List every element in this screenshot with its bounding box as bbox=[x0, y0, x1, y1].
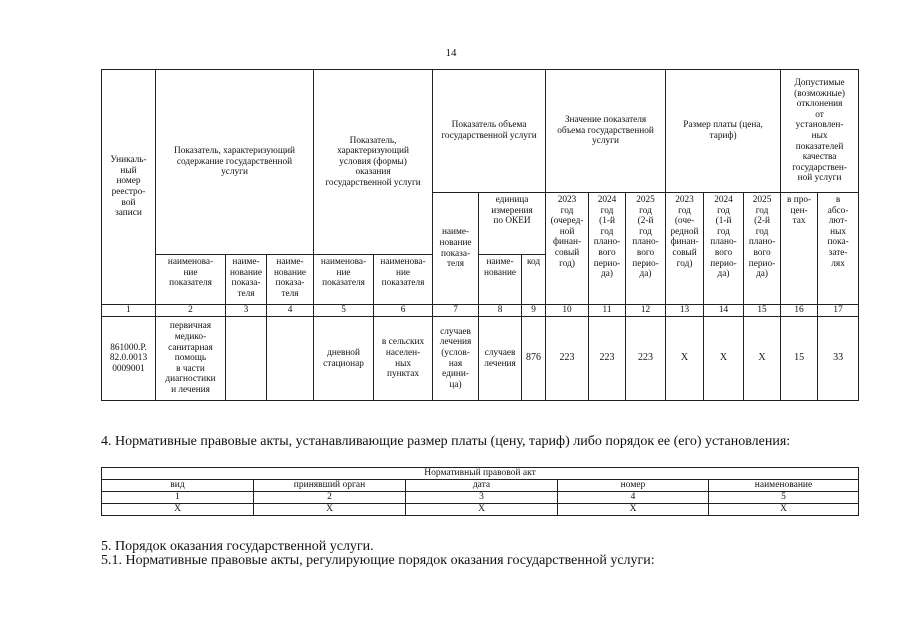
act-header-name: наименование bbox=[709, 480, 859, 492]
column-number: 10 bbox=[546, 305, 589, 317]
act-header-date: дата bbox=[406, 480, 558, 492]
unit-name-cell: случаев лечения bbox=[479, 317, 522, 401]
act-cell: Х bbox=[709, 504, 859, 516]
act-header-type: вид bbox=[102, 480, 254, 492]
act-header-number: номер bbox=[558, 480, 709, 492]
header-content-sub-2: наиме- нование показа- теля bbox=[226, 255, 267, 305]
header-volume-indicator: Показатель объема государственной услуги bbox=[433, 70, 546, 193]
header-fee-2023: 2023 год (оче- редной финан- совый год) bbox=[666, 193, 704, 305]
column-numbers-row bbox=[102, 305, 859, 317]
header-unit-code: код bbox=[522, 255, 546, 305]
empty-cell bbox=[226, 317, 267, 401]
volume-2023-cell: 223 bbox=[546, 317, 589, 401]
header-volume-2024: 2024 год (1-й год плано- вого перио- да) bbox=[589, 193, 626, 305]
header-volume-indicator-name: наиме- нование показа- теля bbox=[433, 193, 479, 305]
column-number: 12 bbox=[626, 305, 666, 317]
header-unit-name: наиме- нование bbox=[479, 255, 522, 305]
column-number: 13 bbox=[666, 305, 704, 317]
service-volume-table bbox=[101, 69, 859, 401]
header-deviation-percent: в про- цен- тах bbox=[781, 193, 818, 305]
table-row bbox=[102, 504, 859, 516]
header-volume-2025: 2025 год (2-й год плано- вого перио- да) bbox=[626, 193, 666, 305]
fee-2024-cell: Х bbox=[704, 317, 744, 401]
header-content-sub-1: наименова- ние показателя bbox=[156, 255, 226, 305]
content-indicator-cell: первичная медико- санитарная помощь в части диагностики и лечения bbox=[156, 317, 226, 401]
column-number: 4 bbox=[558, 492, 709, 504]
table-row bbox=[102, 317, 859, 401]
header-fee-2025: 2025 год (2-й год плано- вого перио- да) bbox=[744, 193, 781, 305]
legal-acts-table bbox=[101, 467, 859, 516]
header-allowed-deviations: Допустимые (возможные) отклонения от установлен- ных показателей качества государствен- ной услуги bbox=[781, 70, 859, 193]
column-number: 7 bbox=[433, 305, 479, 317]
section-5-1-heading: 5.1. Нормативные правовые акты, регулирующие порядок оказания государственной услуги: bbox=[101, 553, 655, 568]
page-number: 14 bbox=[445, 47, 457, 59]
header-conditions-sub-2: наименова- ние показателя bbox=[374, 255, 433, 305]
volume-2025-cell: 223 bbox=[626, 317, 666, 401]
volume-2024-cell: 223 bbox=[589, 317, 626, 401]
column-number: 16 bbox=[781, 305, 818, 317]
act-header-authority: принявший орган bbox=[254, 480, 406, 492]
deviation-percent-cell: 15 bbox=[781, 317, 818, 401]
header-fee-size: Размер платы (цена, тариф) bbox=[666, 70, 781, 193]
column-number: 5 bbox=[314, 305, 374, 317]
column-number: 9 bbox=[522, 305, 546, 317]
fee-2023-cell: Х bbox=[666, 317, 704, 401]
column-number: 15 bbox=[744, 305, 781, 317]
column-number: 2 bbox=[254, 492, 406, 504]
conditions-place-cell: в сельских населен- ных пунктах bbox=[374, 317, 433, 401]
registry-number-cell: 861000.Р. 82.0.0013 0009001 bbox=[102, 317, 156, 401]
fee-2025-cell: Х bbox=[744, 317, 781, 401]
header-deviation-absolute: в абсо- лют- ных пока- зате- лях bbox=[818, 193, 859, 305]
header-conditions-sub-1: наименова- ние показателя bbox=[314, 255, 374, 305]
column-number: 1 bbox=[102, 305, 156, 317]
conditions-form-cell: дневной стационар bbox=[314, 317, 374, 401]
section-5-heading: 5. Порядок оказания государственной услуги. bbox=[101, 539, 374, 554]
column-number: 5 bbox=[709, 492, 859, 504]
header-volume-2023: 2023 год (очеред- ной финан- совый год) bbox=[546, 193, 589, 305]
act-cell: Х bbox=[102, 504, 254, 516]
header-conditions-indicator: Показатель, характеризующий условия (формы) оказания государственной услуги bbox=[314, 70, 433, 255]
column-number: 2 bbox=[156, 305, 226, 317]
column-number: 11 bbox=[589, 305, 626, 317]
act-cell: Х bbox=[558, 504, 709, 516]
header-content-sub-3: наиме- нование показа- теля bbox=[267, 255, 314, 305]
empty-cell bbox=[267, 317, 314, 401]
legal-act-title: Нормативный правовой акт bbox=[102, 468, 859, 480]
column-number: 14 bbox=[704, 305, 744, 317]
header-registry-number: Уникаль- ный номер реестро- вой записи bbox=[102, 70, 156, 305]
header-content-indicator: Показатель, характеризующий содержание государственной услуги bbox=[156, 70, 314, 255]
header-volume-value: Значение показателя объема государственной услуги bbox=[546, 70, 666, 193]
column-number: 6 bbox=[374, 305, 433, 317]
column-number: 3 bbox=[406, 492, 558, 504]
deviation-absolute-cell: 33 bbox=[818, 317, 859, 401]
column-number: 1 bbox=[102, 492, 254, 504]
column-number: 8 bbox=[479, 305, 522, 317]
column-number: 17 bbox=[818, 305, 859, 317]
header-fee-2024: 2024 год (1-й год плано- вого перио- да) bbox=[704, 193, 744, 305]
volume-indicator-cell: случаев лечения (услов- ная едини- ца) bbox=[433, 317, 479, 401]
section-4-heading: 4. Нормативные правовые акты, устанавливающие размер платы (цену, тариф) либо порядок ее (его) установления: bbox=[101, 434, 791, 449]
unit-code-cell: 876 bbox=[522, 317, 546, 401]
column-number: 3 bbox=[226, 305, 267, 317]
column-number: 4 bbox=[267, 305, 314, 317]
act-cell: Х bbox=[254, 504, 406, 516]
act-cell: Х bbox=[406, 504, 558, 516]
header-unit-okei: единица измерения по ОКЕИ bbox=[479, 193, 546, 255]
